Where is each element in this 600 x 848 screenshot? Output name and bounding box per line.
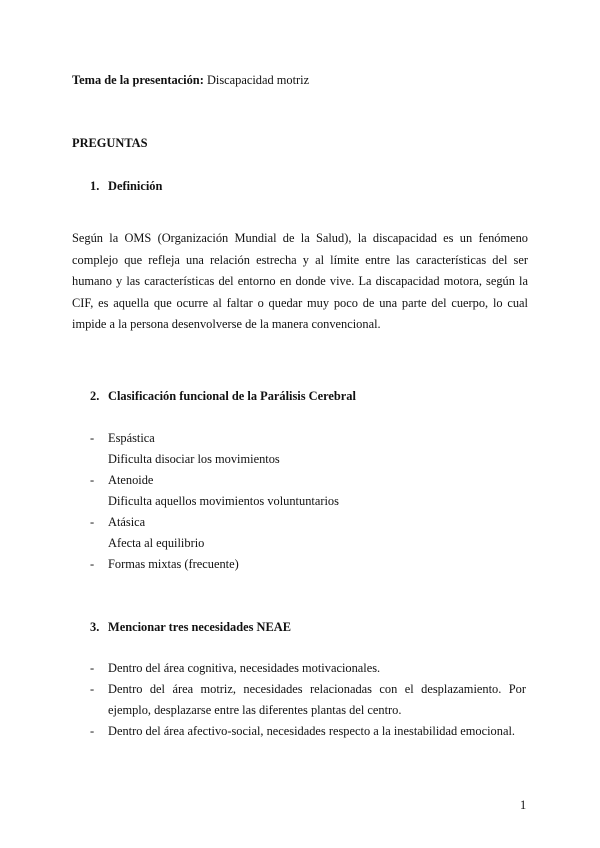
list-bullet: -: [90, 724, 95, 738]
section-1-number: 1.: [90, 179, 100, 193]
neae-item: Dentro del área cognitiva, necesidades motivacionales.: [108, 661, 381, 675]
list-bullet: -: [90, 515, 95, 529]
definition-paragraph: Según la OMS (Organización Mundial de la Salud), la discapacidad es un fenómeno complejo que refleja una relación estrecha y al límite entre las características del ser humano y las características del entorno en donde vive. La discapacidad motora, según la CIF, es aquella que ocurre al faltar o quedar muy poco de una parte del cuerpo, lo cual impide a la persona desenvolverse de la manera convencional.: [72, 231, 528, 331]
topic-label: Tema de la presentación:: [72, 73, 204, 87]
section-3-title: Mencionar tres necesidades NEAE: [108, 620, 291, 634]
list-bullet: -: [90, 661, 95, 675]
pc-type-desc: Dificulta disociar los movimientos: [108, 452, 280, 466]
page-number: 1: [520, 798, 527, 812]
pc-type-desc: Dificulta aquellos movimientos voluntuntarios: [108, 494, 339, 508]
presentation-topic: [72, 72, 309, 88]
section-1-title: Definición: [108, 179, 163, 193]
section-3-number: 3.: [90, 620, 100, 634]
pc-type-label: Formas mixtas (frecuente): [108, 557, 239, 571]
pc-type-label: Atásica: [108, 515, 146, 529]
list-bullet: -: [90, 473, 95, 487]
neae-item: Dentro del área motriz, necesidades relacionadas con el desplazamiento. Por ejemplo, desplazarse entre las diferentes plantas del centro.: [108, 682, 526, 717]
neae-item: Dentro del área afectivo-social, necesidades respecto a la inestabilidad emocional.: [108, 724, 515, 738]
section-2-number: 2.: [90, 389, 100, 403]
list-bullet: -: [90, 557, 95, 571]
pc-type-desc: Afecta al equilibrio: [108, 536, 205, 550]
pc-type-label: Espástica: [108, 431, 155, 445]
list-bullet: -: [90, 431, 95, 445]
section-2-title: Clasificación funcional de la Parálisis Cerebral: [108, 389, 356, 403]
list-bullet: -: [90, 682, 95, 696]
questions-heading: PREGUNTAS: [72, 136, 148, 150]
topic-value: Discapacidad motriz: [206, 73, 310, 87]
pc-type-label: Atenoide: [108, 473, 154, 487]
